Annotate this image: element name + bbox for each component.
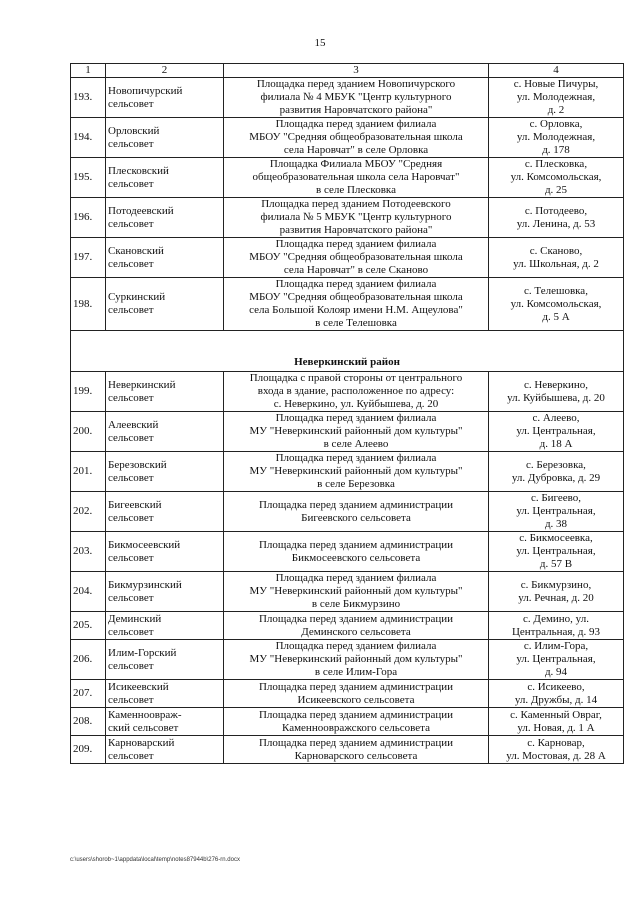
council-name: Каменноовраж- ский сельсовет xyxy=(106,708,224,736)
council-name: Березовский сельсовет xyxy=(106,452,224,492)
polling-place: Площадка перед зданием филиала МУ "Неверкинский районный дом культуры" в селе Алеево xyxy=(224,412,489,452)
row-number: 206. xyxy=(71,640,106,680)
council-name: Бикмосеевский сельсовет xyxy=(106,532,224,572)
address: с. Плесковка, ул. Комсомольская, д. 25 xyxy=(489,158,624,198)
row-number: 208. xyxy=(71,708,106,736)
council-name: Неверкинский сельсовет xyxy=(106,372,224,412)
address: с. Орловка, ул. Молодежная, д. 178 xyxy=(489,118,624,158)
address: с. Демино, ул. Центральная, д. 93 xyxy=(489,612,624,640)
row-number: 198. xyxy=(71,278,106,331)
address: с. Бикмурзино, ул. Речная, д. 20 xyxy=(489,572,624,612)
polling-place: Площадка перед зданием администрации Бигеевского сельсовета xyxy=(224,492,489,532)
council-name: Плесковский сельсовет xyxy=(106,158,224,198)
file-path-footer: c:\users\shorob~1\appdata\local\temp\notes87944b\276-rn.docx xyxy=(70,857,240,863)
polling-place: Площадка с правой стороны от центрального входа в здание, расположенное по адресу: с. Неверкино, ул. Куйбышева, д. 20 xyxy=(224,372,489,412)
polling-place: Площадка перед зданием администрации Карноварского сельсовета xyxy=(224,736,489,764)
row-number: 204. xyxy=(71,572,106,612)
council-name: Деминский сельсовет xyxy=(106,612,224,640)
table-row xyxy=(71,372,624,412)
section-row xyxy=(71,331,624,372)
address: с. Бигеево, ул. Центральная, д. 38 xyxy=(489,492,624,532)
table-row xyxy=(71,612,624,640)
polling-place: Площадка Филиала МБОУ "Средняя общеобразовательная школа села Наровчат" в селе Плесковка xyxy=(224,158,489,198)
council-name: Илим-Горский сельсовет xyxy=(106,640,224,680)
row-number: 203. xyxy=(71,532,106,572)
polling-place: Площадка перед зданием филиала МБОУ "Средняя общеобразовательная школа села Наровчат" в селе Сканово xyxy=(224,238,489,278)
polling-place: Площадка перед зданием филиала МБОУ "Средняя общеобразовательная школа села Наровчат" в селе Орловка xyxy=(224,118,489,158)
table-row xyxy=(71,572,624,612)
council-name: Скановский сельсовет xyxy=(106,238,224,278)
row-number: 209. xyxy=(71,736,106,764)
council-name: Бигеевский сельсовет xyxy=(106,492,224,532)
address: с. Сканово, ул. Школьная, д. 2 xyxy=(489,238,624,278)
address: с. Бикмосеевка, ул. Центральная, д. 57 В xyxy=(489,532,624,572)
row-number: 202. xyxy=(71,492,106,532)
table-row xyxy=(71,238,624,278)
header-col-3: 3 xyxy=(224,64,489,78)
polling-place: Площадка перед зданием администрации Бикмосеевского сельсовета xyxy=(224,532,489,572)
address: с. Каменный Овраг, ул. Новая, д. 1 А xyxy=(489,708,624,736)
table-row xyxy=(71,680,624,708)
polling-place: Площадка перед зданием Потодеевского филиала № 5 МБУК "Центр культурного развития Наровчатского района" xyxy=(224,198,489,238)
section-title: Неверкинский район xyxy=(71,331,624,372)
table-row xyxy=(71,736,624,764)
address: с. Карновар, ул. Мостовая, д. 28 А xyxy=(489,736,624,764)
table-row xyxy=(71,118,624,158)
row-number: 201. xyxy=(71,452,106,492)
council-name: Карноварский сельсовет xyxy=(106,736,224,764)
polling-place: Площадка перед зданием администрации Исикеевского сельсовета xyxy=(224,680,489,708)
table-row xyxy=(71,198,624,238)
address: с. Илим-Гора, ул. Центральная, д. 94 xyxy=(489,640,624,680)
address: с. Неверкино, ул. Куйбышева, д. 20 xyxy=(489,372,624,412)
header-col-2: 2 xyxy=(106,64,224,78)
row-number: 196. xyxy=(71,198,106,238)
table-header-row xyxy=(71,64,624,78)
header-col-4: 4 xyxy=(489,64,624,78)
table-row xyxy=(71,640,624,680)
row-number: 199. xyxy=(71,372,106,412)
page-number: 15 xyxy=(314,37,326,49)
polling-place: Площадка перед зданием филиала МБОУ "Средняя общеобразовательная школа села Большой Колояр имени Н.М. Ащеулова" в селе Телешовка xyxy=(224,278,489,331)
table-row xyxy=(71,708,624,736)
council-name: Новопичурский сельсовет xyxy=(106,78,224,118)
council-name: Суркинский сельсовет xyxy=(106,278,224,331)
row-number: 200. xyxy=(71,412,106,452)
council-name: Исикеевский сельсовет xyxy=(106,680,224,708)
row-number: 194. xyxy=(71,118,106,158)
council-name: Потодеевский сельсовет xyxy=(106,198,224,238)
council-name: Бикмурзинский сельсовет xyxy=(106,572,224,612)
polling-place: Площадка перед зданием Новопичурского филиала № 4 МБУК "Центр культурного развития Наровчатского района" xyxy=(224,78,489,118)
table-row xyxy=(71,492,624,532)
table-row xyxy=(71,78,624,118)
address: с. Исикеево, ул. Дружбы, д. 14 xyxy=(489,680,624,708)
table-row xyxy=(71,452,624,492)
table-row xyxy=(71,412,624,452)
address: с. Березовка, ул. Дубровка, д. 29 xyxy=(489,452,624,492)
table-row xyxy=(71,158,624,198)
polling-places-table xyxy=(70,63,624,764)
address: с. Потодеево, ул. Ленина, д. 53 xyxy=(489,198,624,238)
row-number: 193. xyxy=(71,78,106,118)
table-row xyxy=(71,278,624,331)
council-name: Алеевский сельсовет xyxy=(106,412,224,452)
row-number: 195. xyxy=(71,158,106,198)
address: с. Новые Пичуры, ул. Молодежная, д. 2 xyxy=(489,78,624,118)
address: с. Телешовка, ул. Комсомольская, д. 5 А xyxy=(489,278,624,331)
header-col-1: 1 xyxy=(71,64,106,78)
polling-place: Площадка перед зданием администрации Каменноовражского сельсовета xyxy=(224,708,489,736)
polling-place: Площадка перед зданием филиала МУ "Неверкинский районный дом культуры" в селе Илим-Гора xyxy=(224,640,489,680)
polling-place: Площадка перед зданием филиала МУ "Неверкинский районный дом культуры" в селе Березовка xyxy=(224,452,489,492)
row-number: 205. xyxy=(71,612,106,640)
address: с. Алеево, ул. Центральная, д. 18 А xyxy=(489,412,624,452)
polling-place: Площадка перед зданием администрации Деминского сельсовета xyxy=(224,612,489,640)
council-name: Орловский сельсовет xyxy=(106,118,224,158)
row-number: 197. xyxy=(71,238,106,278)
polling-place: Площадка перед зданием филиала МУ "Неверкинский районный дом культуры" в селе Бикмурзино xyxy=(224,572,489,612)
table-row xyxy=(71,532,624,572)
row-number: 207. xyxy=(71,680,106,708)
